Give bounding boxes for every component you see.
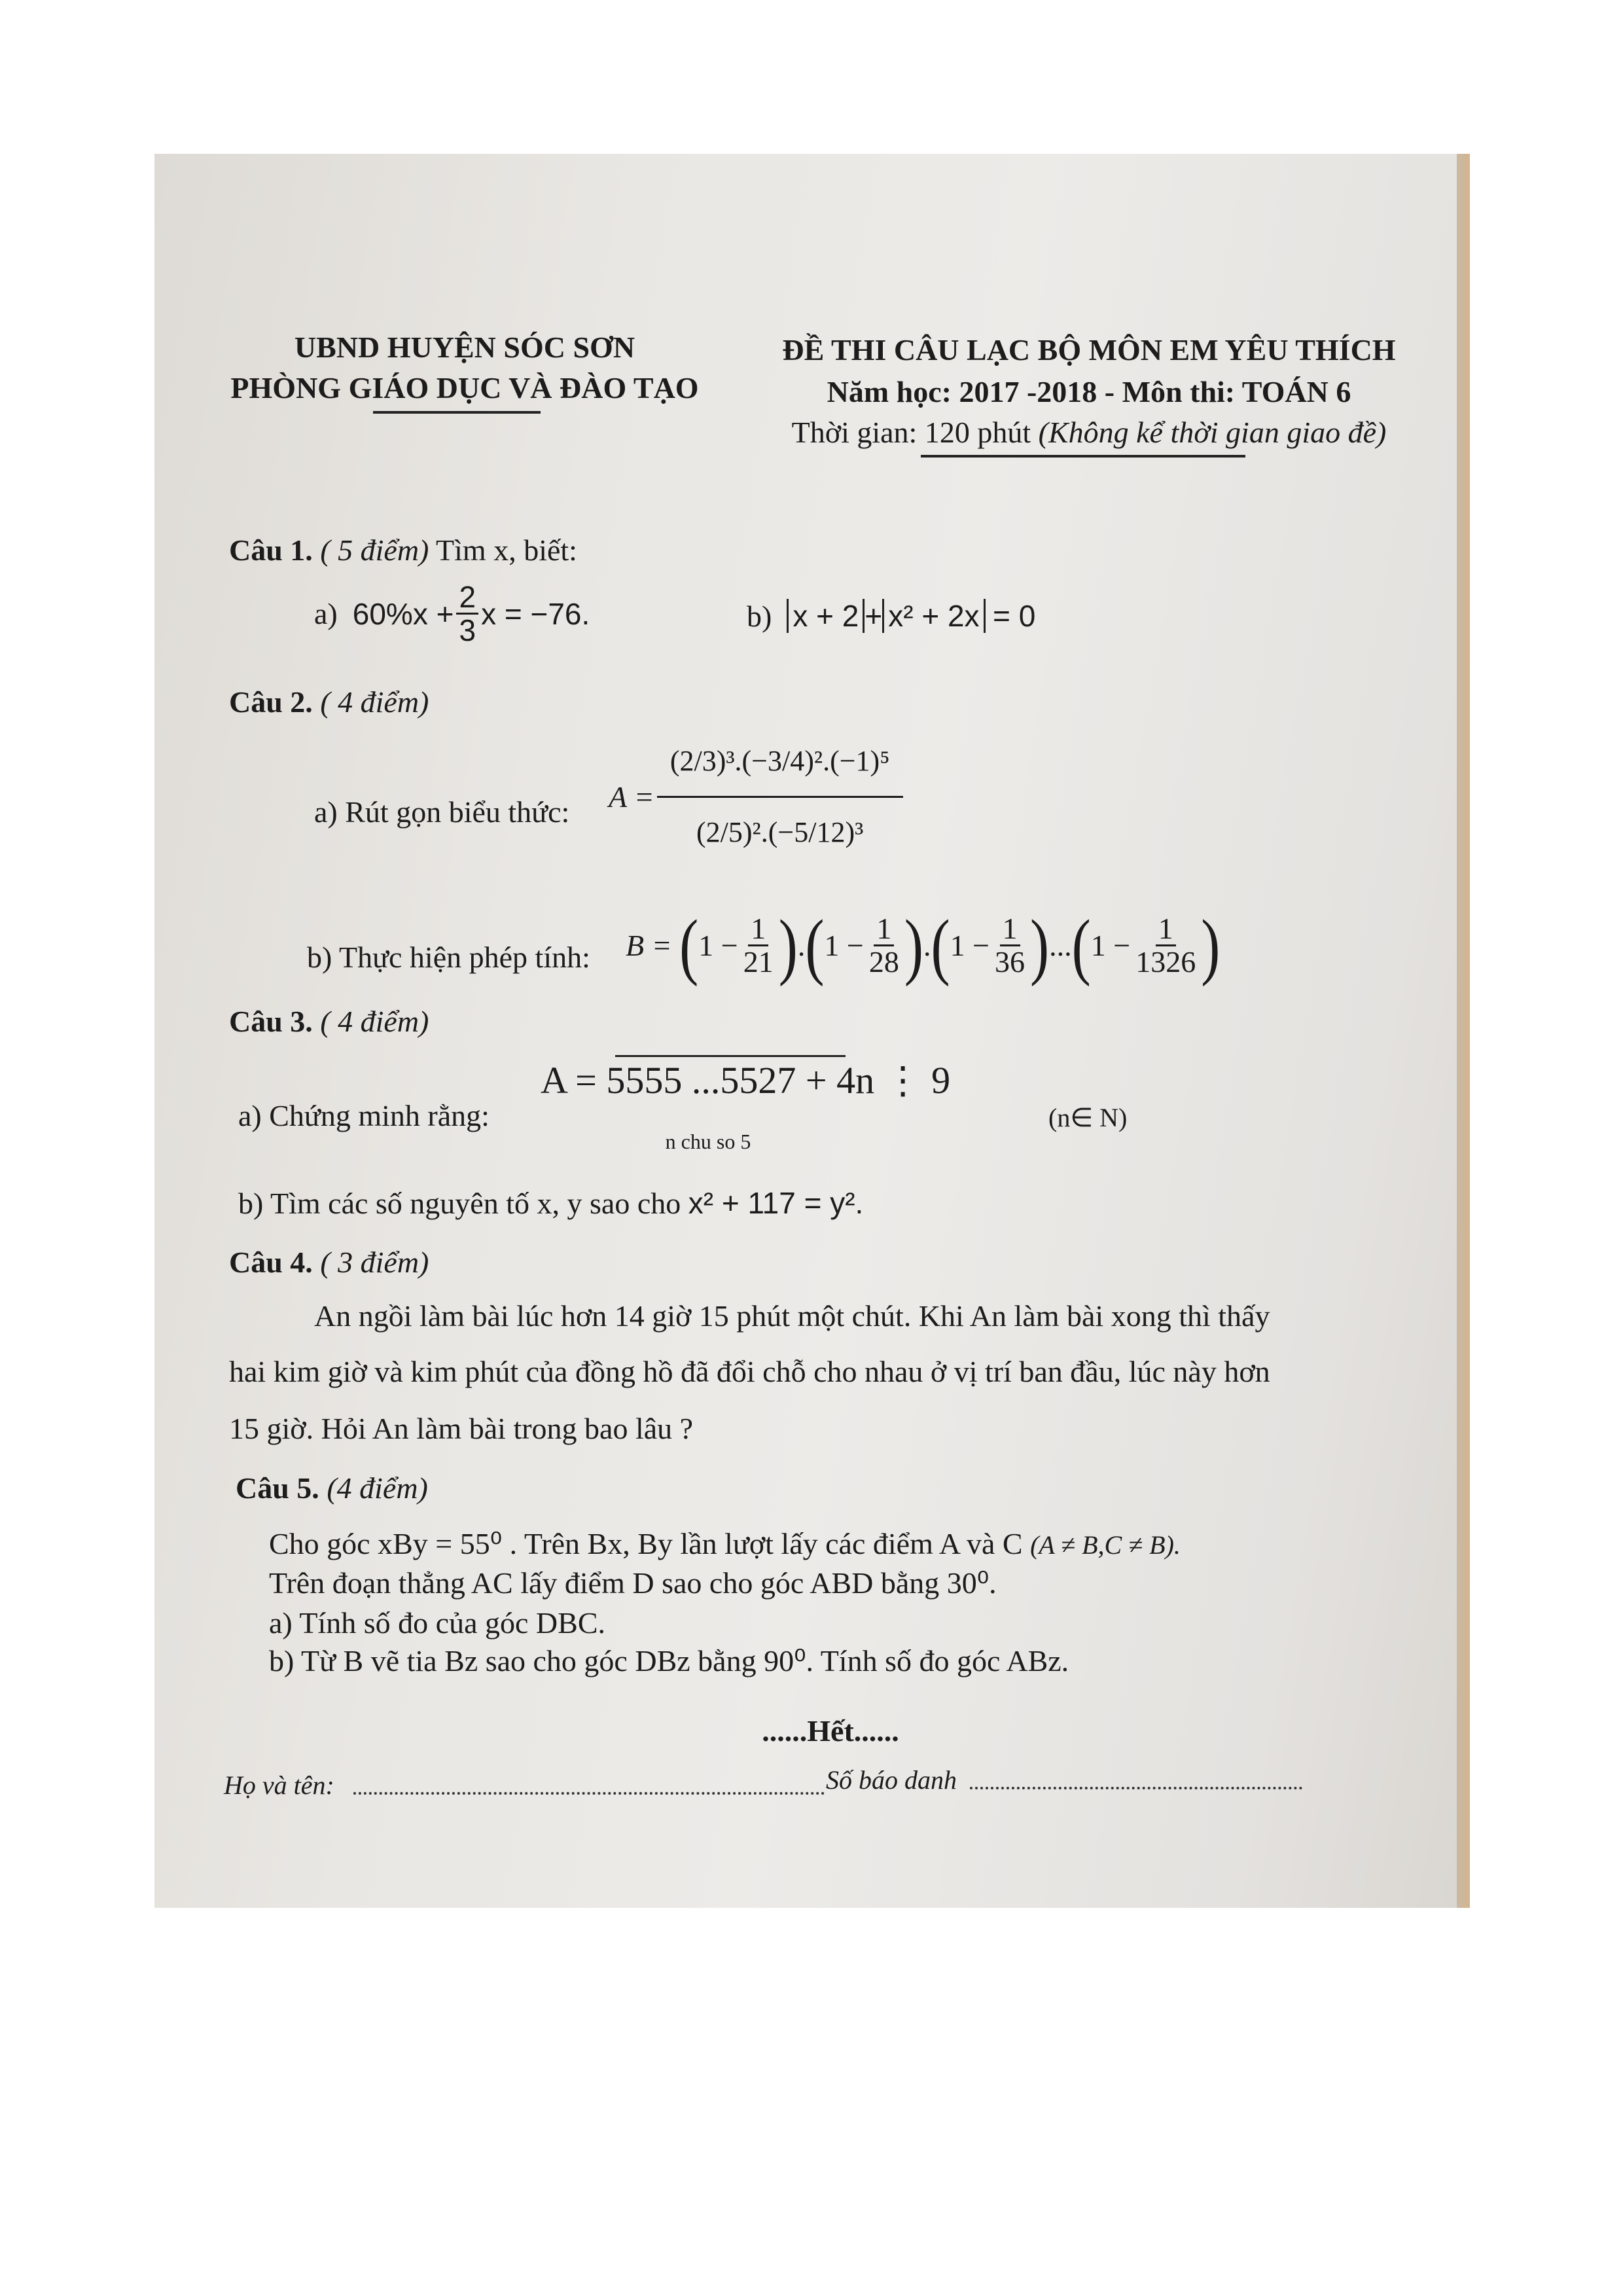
q4-line1: An ngồi làm bài lúc hơn 14 giờ 15 phút một chút. Khi An làm bài xong thì thấy	[314, 1299, 1270, 1333]
q3a-condition: (n∈ N)	[1048, 1103, 1128, 1132]
q4-heading: Câu 4. ( 3 điểm)	[229, 1246, 429, 1279]
q3a-text: a) Chứng minh rằng:	[238, 1099, 490, 1132]
q2a-formula: A = $\frac{\text{(2/3)³.(−3/4)².(−1)⁵}}{\text{(2/5)².(−5/12)³}}$	[609, 726, 906, 867]
end-marker: ......Hết......	[762, 1714, 899, 1748]
q5-line3: a) Tính số đo của góc DBC.	[269, 1606, 606, 1640]
q1b: b) x + 2 + x² + 2x = 0	[747, 599, 1036, 633]
overline	[615, 1055, 846, 1057]
q5-line2: Trên đoạn thẳng AC lấy điểm D sao cho góc ABD bằng 30⁰.	[269, 1566, 997, 1600]
q2b-formula: B = ( 1 − $\frac{1}{21}$ ) . ( 1 − $\frac{1}{28}$ ) . ( 1 − $\frac{1}{36}$ ) ... ( 1 − $\frac{1}{1326}$ )	[626, 904, 1221, 987]
footer-id-dots	[970, 1787, 1302, 1789]
exam-year-subject: Năm học: 2017 -2018 - Môn thi: TOÁN 6	[827, 375, 1351, 408]
q2a-text: a) Rút gọn biểu thức:	[314, 795, 570, 829]
q4-line2: hai kim giờ và kim phút của đồng hồ đã đổi chỗ cho nhau ở vị trí ban đầu, lúc này hơn	[229, 1355, 1270, 1388]
q1-heading: Câu 1. ( 5 điểm) Tìm x, biết:	[229, 533, 577, 567]
header-department: PHÒNG GIÁO DỤC VÀ ĐÀO TẠO	[230, 371, 699, 404]
paper-edge	[1457, 154, 1470, 1908]
footer-id-label: Số báo danh	[826, 1765, 957, 1795]
q1a: a) 60%x + $\frac{2}{3}$ x = −76.	[314, 580, 590, 648]
q3-heading: Câu 3. ( 4 điểm)	[229, 1005, 429, 1038]
q5-line1: Cho góc xBy = 55⁰ . Trên Bx, By lần lượt lấy các điểm A và C (A ≠ B,C ≠ B).	[269, 1527, 1181, 1560]
exam-time: Thời gian: 120 phút (Không kể thời gian giao đề)	[791, 416, 1387, 449]
header-right-underline	[921, 455, 1245, 457]
q5-heading: Câu 5. (4 điểm)	[236, 1471, 428, 1505]
footer-name-label: Họ và tên:	[224, 1770, 334, 1800]
q3b: b) Tìm các số nguyên tố x, y sao cho x² + 117 = y².	[238, 1186, 864, 1220]
q3a-formula: A = 5555 ...5527 + 4n ⋮ 9	[541, 1059, 951, 1102]
q2-heading: Câu 2. ( 4 điểm)	[229, 685, 429, 719]
header-left-underline	[373, 411, 541, 414]
q2b-text: b) Thực hiện phép tính:	[307, 941, 590, 974]
exam-title: ĐỀ THI CÂU LẠC BỘ MÔN EM YÊU THÍCH	[782, 333, 1396, 367]
q5-line4: b) Từ B vẽ tia Bz sao cho góc DBz bằng 90⁰. Tính số đo góc ABz.	[269, 1644, 1069, 1677]
q4-line3: 15 giờ. Hỏi An làm bài trong bao lâu ?	[229, 1412, 694, 1445]
q3a-brace-label: n chu so 5	[665, 1130, 751, 1153]
footer-name-dots	[353, 1792, 825, 1795]
header-district: UBND HUYỆN SÓC SƠN	[294, 331, 635, 364]
